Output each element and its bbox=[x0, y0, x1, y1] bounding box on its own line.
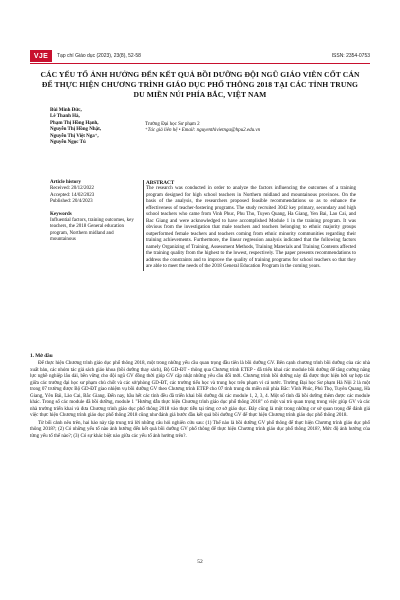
issn: ISSN: 2354-0753 bbox=[331, 53, 370, 59]
author: Nguyễn Thị Hồng Nhật, bbox=[50, 127, 102, 133]
keywords-heading: Keywords bbox=[50, 211, 72, 217]
affiliation bbox=[145, 122, 345, 135]
author: Bùi Minh Đức, bbox=[50, 108, 82, 113]
article-title: CÁC YẾU TỐ ẢNH HƯỞNG ĐẾN KẾT QUẢ BỒI DƯỠNG ĐỘI NGŨ GIÁO VIÊN CỐT CÁN ĐỂ THỰC HIỆN CHƯƠNG TRÌNH GIÁO DỤC PHỔ THÔNG 2018 TẠI CÁC TỈNH TRUNG DU MIỀN NÚI PHÍA BẮC, VIỆT NAM bbox=[40, 70, 360, 99]
author-list bbox=[50, 108, 140, 146]
abstract-heading: ABSTRACT bbox=[146, 180, 175, 186]
article-info bbox=[50, 180, 138, 244]
section-body bbox=[30, 361, 370, 442]
author: Lê Thanh Hà, bbox=[50, 114, 80, 120]
accepted-date: Accepted: 14/02/2023 bbox=[50, 192, 95, 198]
article-history-heading: Article history bbox=[50, 180, 81, 185]
author: Phạm Thị Hồng Hạnh, bbox=[50, 120, 99, 126]
header-rule bbox=[30, 63, 370, 64]
journal-logo: VJE bbox=[30, 50, 52, 62]
section-heading: 1. Mở đầu bbox=[30, 353, 53, 359]
journal-header bbox=[30, 50, 370, 62]
journal-citation: Tạp chí Giáo dục (2023), 23(8), 52-58 bbox=[57, 53, 141, 59]
paragraph: Để thực hiện Chương trình giáo dục phổ thông 2018, một trong những yếu cầu quan trọng đầu tiên là bồi dưỡng GV. Bên cạnh chương trình bồi dưỡng của các nhà xuất bản, các nhóm tác giả sách giáo khoa (bồi dưỡng thay sách), Bộ GD-ĐT - thông qua Chương trình ETEP - đã triển khai các module bồi dưỡng để tăng cường năng lực nghề nghiệp lâu dài, bền vững cho đội ngũ GV đồng thời giúp GV cập nhật những yêu cầu đổi mới. Chương trình bồi dưỡng này đã được thực hiện bởi sự hợp tác giữa các trường đại học sư phạm chủ chốt và các sở/phòng GD-ĐT, các trường tiểu học và trung học trên phạm vi cả nước. Trường Đại học Sư phạm Hà Nội 2 là một trong 07 trường được Bộ GD-ĐT giao nhiệm vụ bồi dưỡng GV theo Chương trình ETEP cho 07 tỉnh trung du miền núi phía Bắc: Vĩnh Phúc, Phú Thọ, Tuyên Quang, Hà Giang, Yên Bái, Lào Cai, Bắc Giang. Đến nay, hầu hết các tỉnh đều đã triển khai bồi dưỡng đủ các module 1, 2, 3, 4. Một số tỉnh đã bồi dưỡng thêm được các module khác. Trong số các module đã bồi dưỡng, module 1 "Hướng dẫn thực hiện Chương trình giáo dục phổ thông 2018" có một vai trò quan trọng trong việc giúp GV và các nhà trường triển khai và đưa Chương trình giáo dục phổ thông 2018 vào thực tiễn tại từng cơ sở giáo dục. Đây cũng là một trong những cơ sở quan trọng để đánh giá việc thực hiện Chương trình giáo dục phổ thông 2018 cũng như đánh giá bước đầu kết quả bồi dưỡng GV để thực hiện Chương trình giáo dục phổ thông 2018. bbox=[30, 361, 370, 419]
page-number: 52 bbox=[197, 559, 203, 565]
published-date: Published: 20/4/2023 bbox=[50, 199, 93, 205]
corresponding-email[interactable]: ⁺Tác giả liên hệ • Email: nguyenthivietnga@hpu2.edu.vn bbox=[145, 128, 261, 134]
author: Nguyễn Thị Việt Nga⁺, bbox=[50, 133, 99, 139]
keywords-text: Influential factors, training outcomes, key teachers, the 2018 General education program, Northern midland and mountainous bbox=[50, 218, 134, 243]
abstract-text: The research was conducted in order to analyze the factors influencing the outcomes of a training program designed for high school teachers in Northern midland and mountainous provinces. On the basis of the analysis, the researchers proposed feasible recommendations so as to enhance the effectiveness of teacher-fostering programs. The study recruited 3042 key primary, secondary and high school teachers who came from Vinh Phuc, Phu Tho, Tuyen Quang, Ha Giang, Yen Bai, Lao Cai, and Bac Giang and were acknowledged to have accomplished Module 1 in the training program. It was obvious from the investigation that male teachers and teachers belonging to ethnic majority groups outperformed female teachers and teachers coming from ethnic minority communities regarding their training achievements. Furthermore, the linear regression analysis indicated that the following factors namely Organizing of Training, Assessment Methods, Training Materials and Training Contents affected the training quality from the highest to the lowest, respectively. The paper presents recommendations to address the constraints and to improve the quality of training programs for school teachers so that they are able to meet the needs of the 2018 General Education Program in the coming years. bbox=[146, 186, 356, 270]
institution: Trường Đại học Sư phạm 2 bbox=[145, 122, 200, 127]
author: Nguyễn Ngọc Tú bbox=[50, 140, 86, 146]
received-date: Received: 20/12/2022 bbox=[50, 186, 95, 192]
paragraph: Từ bối cảnh nêu trên, hai hào này tập trung trả lời những câu hỏi nghiên cứu sau: (1) Thế nào là bồi dưỡng GV phổ thông để thực hiện Chương trình giáo dục phổ thông 2018?; (2) Có những yếu tố nào ảnh hưởng đến kết quả bồi dưỡng GV phổ thông để thực hiện Chương trình giáo dục phổ thông 2018?, Mức độ ảnh hưởng của từng yếu tố thế nào?; (3) Có sự khác biệt nào giữa các yếu tố ảnh hưởng trên?. bbox=[30, 420, 370, 440]
abstract bbox=[143, 180, 356, 271]
